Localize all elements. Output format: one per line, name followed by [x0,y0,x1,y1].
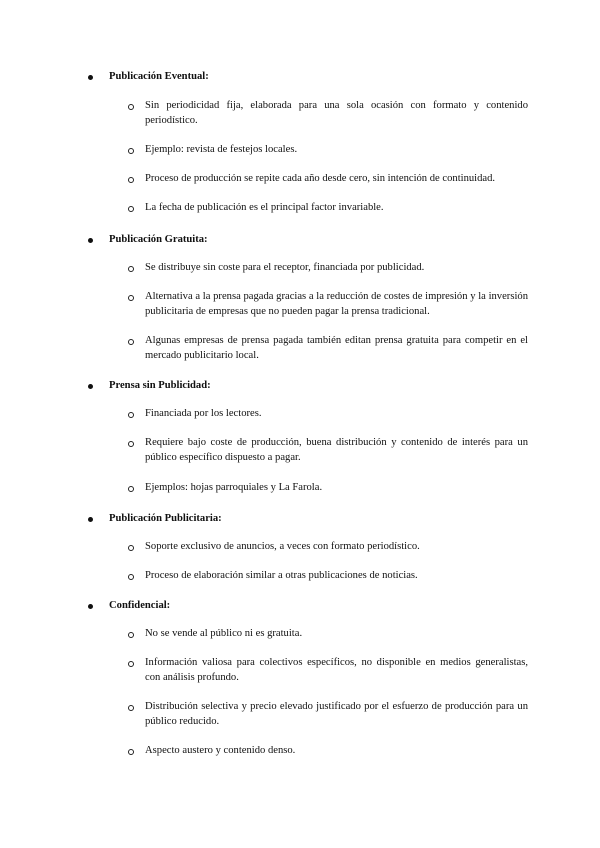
circle-bullet-icon [128,177,134,183]
section-title: Prensa sin Publicidad: [109,380,211,391]
disc-bullet-icon [88,75,93,80]
list-item: La fecha de publicación es el principal factor invariable. [145,202,384,213]
list-item: Alternativa a la prensa pagada gracias a la reducción de costes de impresión y la inversión publicitaria de empresas que no pueden pagar la prensa tradicional. [145,291,528,317]
circle-bullet-icon [128,486,134,492]
list-item: No se vende al público ni es gratuita. [145,628,303,639]
list-item: Información valiosa para colectivos específicos, no disponible en medios generalistas, con análisis profundo. [145,657,528,683]
list-item: Ejemplo: revista de festejos locales. [145,144,298,155]
list-item: Proceso de producción se repite cada año desde cero, sin intención de continuidad. [145,173,496,184]
disc-bullet-icon [88,604,93,609]
circle-bullet-icon [128,104,134,110]
list-item: Ejemplos: hojas parroquiales y La Farola. [145,482,323,493]
section-title: Publicación Publicitaria: [109,513,222,524]
disc-bullet-icon [88,384,93,389]
circle-bullet-icon [128,339,134,345]
circle-bullet-icon [128,705,134,711]
list-item: Se distribuye sin coste para el receptor, financiada por publicidad. [145,262,425,273]
circle-bullet-icon [128,632,134,638]
circle-bullet-icon [128,661,134,667]
list-item: Soporte exclusivo de anuncios, a veces con formato periodístico. [145,541,420,552]
circle-bullet-icon [128,266,134,272]
circle-bullet-icon [128,295,134,301]
disc-bullet-icon [88,517,93,522]
section-title: Confidencial: [109,600,171,611]
list-item: Requiere bajo coste de producción, buena distribución y contenido de interés para un público específico dispuesto a pagar. [145,437,528,463]
section-title: Publicación Eventual: [109,71,209,82]
circle-bullet-icon [128,441,134,447]
disc-bullet-icon [88,238,93,243]
circle-bullet-icon [128,545,134,551]
list-item: Sin periodicidad fija, elaborada para una sola ocasión con formato y contenido periodístico. [145,100,528,126]
circle-bullet-icon [128,574,134,580]
circle-bullet-icon [128,206,134,212]
list-item: Aspecto austero y contenido denso. [145,745,296,756]
list-item: Algunas empresas de prensa pagada también editan prensa gratuita para competir en el mercado publicitario local. [145,335,528,361]
list-item: Financiada por los lectores. [145,408,262,419]
list-item: Proceso de elaboración similar a otras publicaciones de noticias. [145,570,418,581]
circle-bullet-icon [128,749,134,755]
list-item: Distribución selectiva y precio elevado justificado por el esfuerzo de producción para un público reducido. [145,701,528,727]
circle-bullet-icon [128,412,134,418]
circle-bullet-icon [128,148,134,154]
section-title: Publicación Gratuita: [109,234,208,245]
